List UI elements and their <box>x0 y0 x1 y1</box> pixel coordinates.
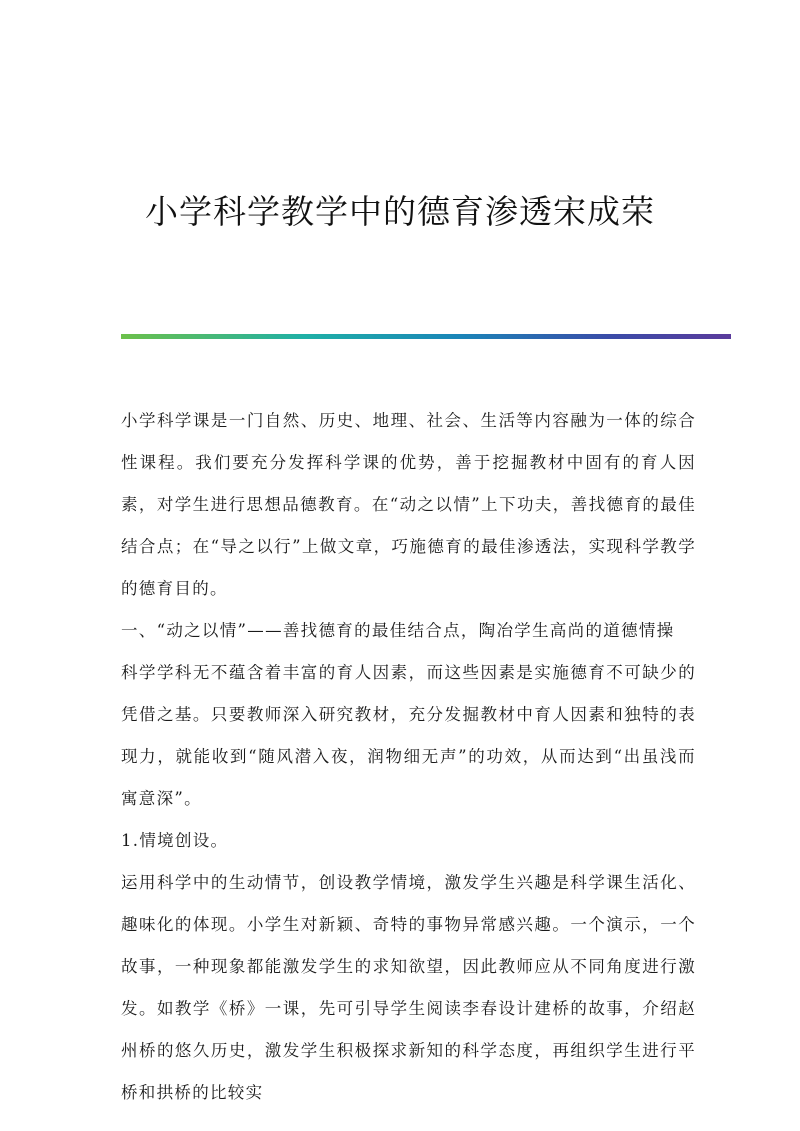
body-paragraph: 运用科学中的生动情节，创设教学情境，激发学生兴趣是科学课生活化、趣味化的体现。小学生对新颖、奇特的事物异常感兴趣。一个演示，一个故事，一种现象都能激发学生的求知欲望，因此教师应从不同角度进行激发。如教学《桥》一课，先可引导学生阅读李春设计建桥的故事，介绍赵州桥的悠久历史，激发学生积极探求新知的科学态度，再组织学生进行平桥和拱桥的比较实 <box>121 873 696 1102</box>
document-body <box>121 400 696 1114</box>
intro-paragraph: 小学科学课是一门自然、历史、地理、社会、生活等内容融为一体的综合性课程。我们要充分发挥科学课的优势，善于挖掘教材中固有的育人因素，对学生进行思想品德教育。在“动之以情”上下功夫，善找德育的最佳结合点；在“导之以行”上做文章，巧施德育的最佳渗透法，实现科学教学的德育目的。 <box>121 411 696 598</box>
body-paragraph: 科学学科无不蕴含着丰富的育人因素，而这些因素是实施德育不可缺少的凭借之基。只要教师深入研究教材，充分发掘教材中育人因素和独特的表现力，就能收到“随风潜入夜，润物细无声”的功效，从而达到“出虽浅而寓意深”。 <box>121 663 696 808</box>
section-heading: 一、“动之以情”——善找德育的最佳结合点，陶冶学生高尚的道德情操 <box>121 621 675 640</box>
document-title: 小学科学教学中的德育渗透宋成荣 <box>145 192 655 231</box>
subsection-heading: 1.情境创设。 <box>121 831 229 850</box>
title-divider <box>121 334 731 339</box>
